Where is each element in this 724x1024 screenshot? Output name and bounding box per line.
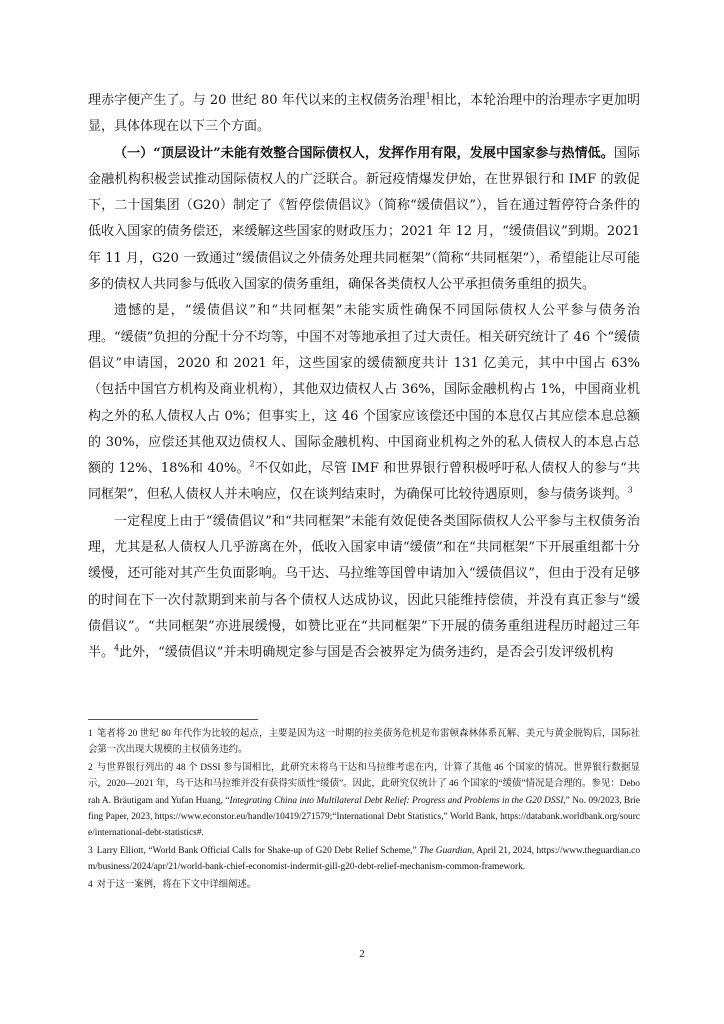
footnote-ref-3: 3 [627, 486, 633, 496]
page-number: 2 [359, 948, 365, 960]
footnote-3: 3 Larry Elliott, “World Bank Official Calls for Shake-up of G20 Debt Relief Scheme,” The Guardian, April 21, 2024, https://www.theguardian.com/business/2024/apr/21/world-bank-chief-economist-indermit-gill-g20-debt-relief-mechanism-common-framework. [88, 846, 641, 873]
footnote-2-title: Integrating China into Multilateral Debt Relief: Progress and Problems in the G20 DSSI [229, 795, 564, 806]
footnote-ref-2: 2 [249, 459, 255, 469]
paragraph-unequal-burden: 遗憾的是，“缓债倡议”和“共同框架”未能实质性确保不同国际债权人公平参与债务治理。“缓债”负担的分配十分不均等，中国不对等地承担了过大责任。相关研究统计了 46 个“缓债倡议”申请国，2020 和 2021 年，这些国家的缓债额度共计 131 亿美元，其中中国占 63%（包括中国官方机构及商业机构），其他双边债权人占 36%，国际金融机构占 1%，中国商业机构之外的私人债权人占 0%；但事实上，这 46 个国家应该偿还中国的本息仅占其应偿本息总额的 30%，应偿还其他双边债权人、国际金融机构、中国商业机构之外的私人债权人的本息占总额的 12%、18%和 40%。$^2$不仅如此，尽管 IMF 和世界银行曾积极呼吁私人债权人的参与“共同框架”，但私人债权人并未响应，仅在谈判结束时，为确保可比较待遇原则，参与债务谈判。$^3$ [88, 303, 640, 503]
footnote-3-title: The Guardian [419, 846, 472, 857]
footnote-divider [88, 719, 258, 720]
section-heading: （一）“顶层设计”未能有效整合国际债权人，发挥作用有限，发展中国家参与热情低。 [114, 145, 614, 161]
footnotes [88, 726, 640, 895]
body-text [88, 88, 640, 667]
paragraph-continuation: 理赤字便产生了。与 20 世纪 80 年代以来的主权债务治理$^1$相比，本轮治理中的治理赤字更加明显，具体体现在以下三个方面。 [88, 91, 640, 135]
footnote-2: 2 与世界银行列出的 48 个 DSSI 参与国相比，此研究未将乌干达和马拉维考虑在内，计算了其他 46 个国家的情况。世界银行数据显示，2020—2021 年，乌干达和马拉维并没有获得实质性“缓债”。因此，此研究仅统计了 46 个国家的“缓债”情况是合理的。参见：Deborah A. Bräutigam and Yufan Huang, “Integrating China into Multilateral Debt Relief: Progress and Problems in the G20 DSSI,” No. 09/2023, Briefing Paper, 2023, https://www.econstor.eu/handle/10419/271579;“International Debt Statistics,” World Bank, https://databank.worldbank.org/source/international-debt-statistics#. [88, 763, 641, 839]
paragraph-slow-progress: 一定程度上由于“缓债倡议”和“共同框架”未能有效促使各类国际债权人公平参与主权债务治理，尤其是私人债权人几乎游离在外，低收入国家申请“缓债”和在“共同框架”下开展重组都十分缓慢，还可能对其产生负面影响。乌干达、马拉维等国曾申请加入“缓债倡议”，但由于没有足够的时间在下一次付款期到来前与各个债权人达成协议，因此只能维持偿债，并没有真正参与“缓债倡议”。“共同框架”亦进展缓慢，如赞比亚在“共同框架”下开展的债务重组进程历时超过三年半。$^4$此外，“缓债倡议”并未明确规定参与国是否会被界定为债务违约，是否会引发评级机构 [88, 513, 640, 661]
footnote-4: 4 对于这一案例，将在下文中详细阐述。 [88, 880, 257, 891]
footnote-ref-4: 4 [114, 643, 120, 653]
footnote-1: 1 笔者将 20 世纪 80 年代作为比较的起点，主要是因为这一时期的拉美债务危机是布雷顿森林体系瓦解、美元与黄金脱钩后，国际社会第一次出现大规模的主权债务违约。 [88, 729, 640, 756]
paragraph-section-one: （一）“顶层设计”未能有效整合国际债权人，发挥作用有限，发展中国家参与热情低。国际金融机构积极尝试推动国际债权人的广泛联合。新冠疫情爆发伊始，在世界银行和 IMF 的敦促下，二十国集团（G20）制定了《暂停偿债倡议》（简称“缓债倡议”），旨在通过暂停符合条件的低收入国家的债务偿还，来缓解这些国家的财政压力；2021 年 12 月，“缓债倡议”到期。2021 年 11 月，G20 一致通过“缓债倡议之外债务处理共同框架”（简称“共同框架”），希望能让尽可能多的债权人共同参与低收入国家的债务重组，确保各类债权人公平承担债务重组的损失。 [88, 145, 640, 293]
footnote-ref-1: 1 [425, 91, 431, 101]
